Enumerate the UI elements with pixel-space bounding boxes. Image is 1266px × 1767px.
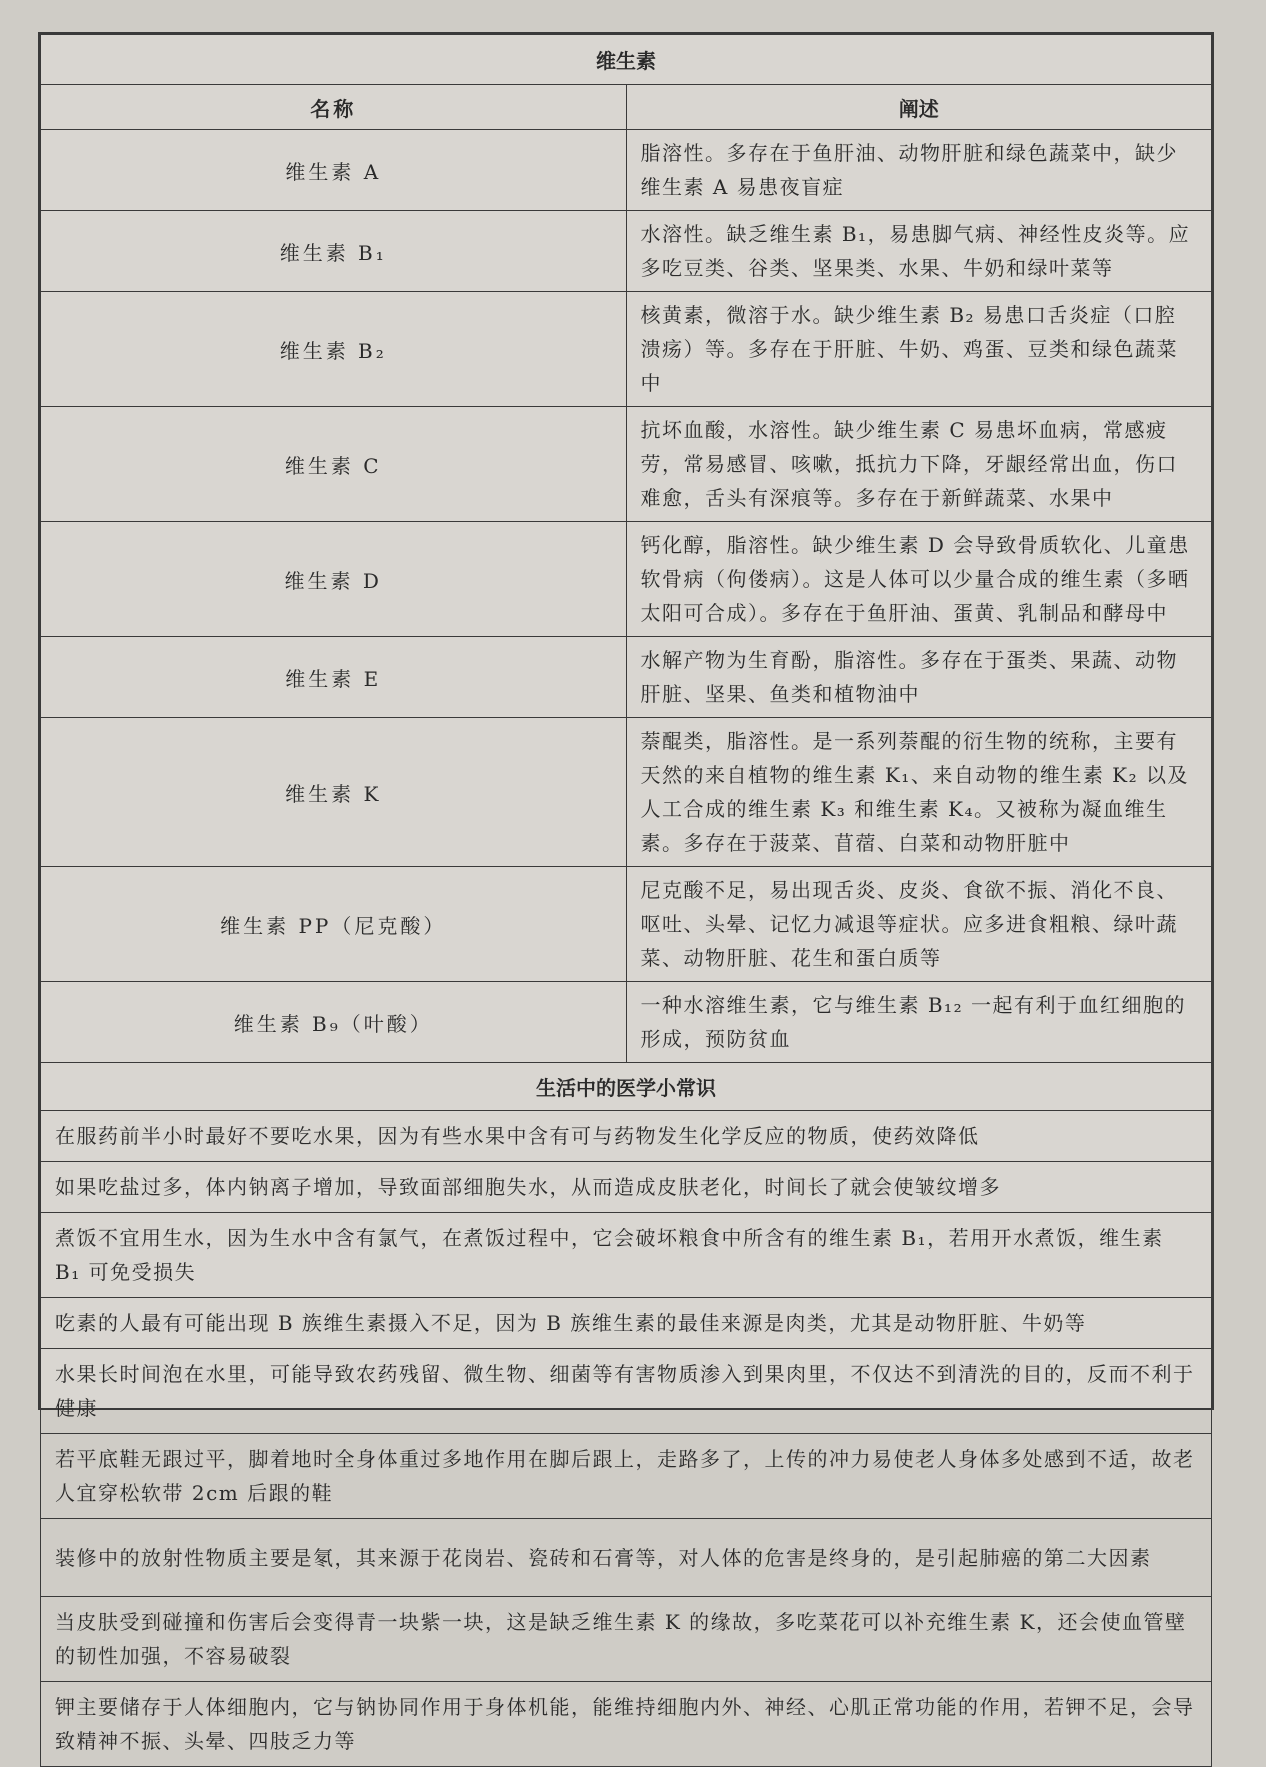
vitamin-name: 维生素 C bbox=[41, 407, 627, 522]
list-item bbox=[41, 1434, 1212, 1519]
vitamin-name: 维生素 PP（尼克酸） bbox=[41, 867, 627, 982]
table-row bbox=[41, 867, 1212, 982]
table-row bbox=[41, 718, 1212, 867]
tip-text: 如果吃盐过多，体内钠离子增加，导致面部细胞失水，从而造成皮肤老化，时间长了就会使皱纹增多 bbox=[41, 1162, 1212, 1213]
vitamin-desc: 脂溶性。多存在于鱼肝油、动物肝脏和绿色蔬菜中，缺少维生素 A 易患夜盲症 bbox=[626, 130, 1212, 211]
vitamin-desc: 核黄素，微溶于水。缺少维生素 B₂ 易患口舌炎症（口腔溃疡）等。多存在于肝脏、牛奶、鸡蛋、豆类和绿色蔬菜中 bbox=[626, 292, 1212, 407]
tip-text: 在服药前半小时最好不要吃水果，因为有些水果中含有可与药物发生化学反应的物质，使药效降低 bbox=[41, 1111, 1212, 1162]
tips-title: 生活中的医学小常识 bbox=[41, 1063, 1212, 1111]
tip-text: 水果长时间泡在水里，可能导致农药残留、微生物、细菌等有害物质渗入到果肉里，不仅达不到清洗的目的，反而不利于健康 bbox=[41, 1349, 1212, 1434]
vitamin-desc: 抗坏血酸，水溶性。缺少维生素 C 易患坏血病，常感疲劳，常易感冒、咳嗽，抵抗力下降，牙龈经常出血，伤口难愈，舌头有深痕等。多存在于新鲜蔬菜、水果中 bbox=[626, 407, 1212, 522]
vitamin-name: 维生素 E bbox=[41, 637, 627, 718]
vitamin-desc: 一种水溶维生素，它与维生素 B₁₂ 一起有利于血红细胞的形成，预防贫血 bbox=[626, 982, 1212, 1063]
table-row bbox=[41, 292, 1212, 407]
tip-text: 装修中的放射性物质主要是氡，其来源于花岗岩、瓷砖和石膏等，对人体的危害是终身的，是引起肺癌的第二大因素 bbox=[41, 1519, 1212, 1597]
table-row bbox=[41, 982, 1212, 1063]
vitamin-name: 维生素 A bbox=[41, 130, 627, 211]
table-row bbox=[41, 522, 1212, 637]
tip-text: 钾主要储存于人体细胞内，它与钠协同作用于身体机能，能维持细胞内外、神经、心肌正常功能的作用，若钾不足，会导致精神不振、头晕、四肢乏力等 bbox=[41, 1682, 1212, 1767]
vitamin-table-title: 维生素 bbox=[41, 35, 1212, 85]
vitamin-desc: 水溶性。缺乏维生素 B₁，易患脚气病、神经性皮炎等。应多吃豆类、谷类、坚果类、水果、牛奶和绿叶菜等 bbox=[626, 211, 1212, 292]
vitamin-name: 维生素 B₂ bbox=[41, 292, 627, 407]
list-item bbox=[41, 1519, 1212, 1597]
list-item bbox=[41, 1349, 1212, 1434]
col-header-name: 名称 bbox=[41, 85, 627, 130]
list-item bbox=[41, 1213, 1212, 1298]
tip-text: 吃素的人最有可能出现 B 族维生素摄入不足，因为 B 族维生素的最佳来源是肉类，尤其是动物肝脏、牛奶等 bbox=[41, 1298, 1212, 1349]
vitamin-name: 维生素 D bbox=[41, 522, 627, 637]
vitamin-name: 维生素 B₁ bbox=[41, 211, 627, 292]
vitamin-table bbox=[40, 34, 1212, 1767]
vitamin-desc: 尼克酸不足，易出现舌炎、皮炎、食欲不振、消化不良、呕吐、头晕、记忆力减退等症状。应多进食粗粮、绿叶蔬菜、动物肝脏、花生和蛋白质等 bbox=[626, 867, 1212, 982]
col-header-desc: 阐述 bbox=[626, 85, 1212, 130]
list-item bbox=[41, 1597, 1212, 1682]
list-item bbox=[41, 1162, 1212, 1213]
vitamin-name: 维生素 B₉（叶酸） bbox=[41, 982, 627, 1063]
document-page bbox=[38, 32, 1214, 1753]
table-row bbox=[41, 211, 1212, 292]
table-row bbox=[41, 637, 1212, 718]
tip-text: 煮饭不宜用生水，因为生水中含有氯气，在煮饭过程中，它会破坏粮食中所含有的维生素 B₁，若用开水煮饭，维生素 B₁ 可免受损失 bbox=[41, 1213, 1212, 1298]
list-item bbox=[41, 1111, 1212, 1162]
vitamin-desc: 萘醌类，脂溶性。是一系列萘醌的衍生物的统称，主要有天然的来自植物的维生素 K₁、来自动物的维生素 K₂ 以及人工合成的维生素 K₃ 和维生素 K₄。又被称为凝血维生素。多存在于菠菜、苜蓿、白菜和动物肝脏中 bbox=[626, 718, 1212, 867]
table-row bbox=[41, 407, 1212, 522]
vitamin-name: 维生素 K bbox=[41, 718, 627, 867]
vitamin-desc: 钙化醇，脂溶性。缺少维生素 D 会导致骨质软化、儿童患软骨病（佝偻病）。这是人体可以少量合成的维生素（多晒太阳可合成）。多存在于鱼肝油、蛋黄、乳制品和酵母中 bbox=[626, 522, 1212, 637]
tip-text: 当皮肤受到碰撞和伤害后会变得青一块紫一块，这是缺乏维生素 K 的缘故，多吃菜花可以补充维生素 K，还会使血管壁的韧性加强，不容易破裂 bbox=[41, 1597, 1212, 1682]
table-row bbox=[41, 130, 1212, 211]
list-item bbox=[41, 1682, 1212, 1767]
list-item bbox=[41, 1298, 1212, 1349]
tip-text: 若平底鞋无跟过平，脚着地时全身体重过多地作用在脚后跟上，走路多了，上传的冲力易使老人身体多处感到不适，故老人宜穿松软带 2cm 后跟的鞋 bbox=[41, 1434, 1212, 1519]
vitamin-desc: 水解产物为生育酚，脂溶性。多存在于蛋类、果蔬、动物肝脏、坚果、鱼类和植物油中 bbox=[626, 637, 1212, 718]
